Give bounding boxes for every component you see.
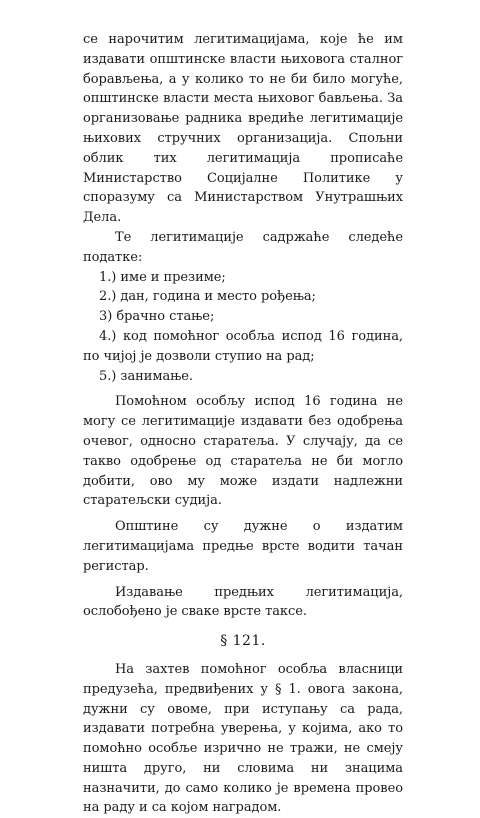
- list-item: 4.) код помоћног особља испод 16 година, по чијој је дозволи ступио на рад;: [83, 328, 403, 364]
- legitimation-data-list: [83, 268, 403, 387]
- paragraph-continuation: се нарочитим легитимацијама, које ће им издавати општинске власти њиховога сталног борављења, а у колико то не би било могуће, општинске власти места њиховог бављења. За организовање радника вредиће легитимације њихових стручних организација. Спољни облик тих легитимација прописаће Министарство Социјалне Политике у споразуму са Министарством Унутрашњих Дела.: [83, 32, 403, 226]
- paragraph-legitimation-contents-intro: Те легитимације садржаће следеће податке:: [83, 229, 403, 265]
- paragraph-tax-exempt: Издавање предњих легитимација, ослобођено је сваке врсте таксе.: [83, 584, 403, 620]
- list-item: 2.) дан, година и место рођења;: [99, 289, 316, 305]
- list-item: 3) брачно стање;: [99, 309, 215, 325]
- list-item: 5.) занимање.: [99, 368, 194, 384]
- document-body: [83, 30, 403, 818]
- paragraph-under-16: Помоћном особљу испод 16 година не могу се легитимације издавати без одобрења очевог, односно старатеља. У случају, да се такво одобрење од старатеља не би могло добити, ово му може издати надлежни старатељски судија.: [83, 394, 403, 509]
- list-item: 1.) име и презиме;: [99, 269, 226, 285]
- paragraph-certificates: На захтев помоћног особља власници предузећа, предвиђених у § 1. овога закона, дужни су овоме, при иступању са рада, издавати потребна уверења, у којима, ако то помоћно особље изрично не тражи, не смеју ништа друго, ни словима ни знацима назначити, до само колико је времена провео на раду и са којом наградом.: [83, 661, 403, 816]
- section-heading: § 121.: [220, 633, 266, 650]
- paragraph-register: Општине су дужне о издатим легитимацијама предње врсте водити тачан регистар.: [83, 519, 403, 574]
